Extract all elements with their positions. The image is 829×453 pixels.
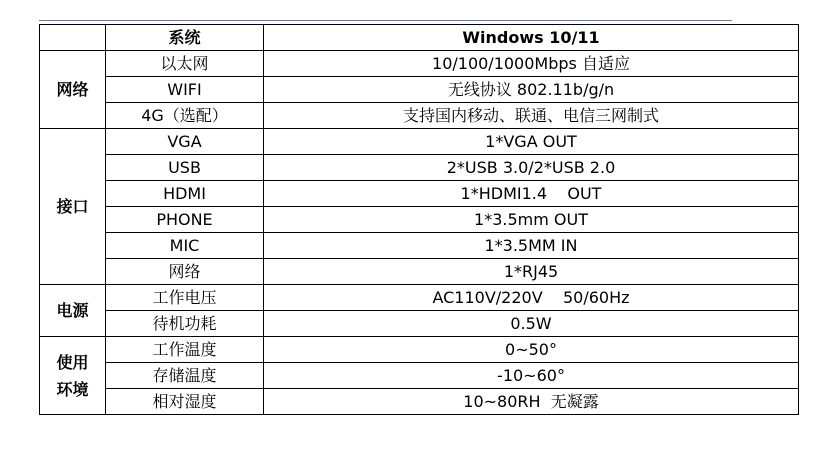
- attribute-cell: HDMI: [106, 181, 264, 207]
- value-cell: 1*RJ45: [264, 259, 799, 285]
- table-header-row: [40, 25, 799, 51]
- table-row: [40, 285, 799, 311]
- value-cell: 无线协议 802.11b/g/n: [264, 77, 799, 103]
- attribute-cell: 4G（选配）: [106, 103, 264, 129]
- value-cell: 0~50°: [264, 337, 799, 363]
- attribute-cell: 工作电压: [106, 285, 264, 311]
- value-cell: 1*VGA OUT: [264, 129, 799, 155]
- attribute-cell: 存储温度: [106, 363, 264, 389]
- table-row: [40, 51, 799, 77]
- table-row: [40, 337, 799, 363]
- category-environment: [40, 337, 106, 415]
- table-row: [40, 233, 799, 259]
- value-cell: 10~80RH 无凝露: [264, 389, 799, 415]
- category-label: 接口: [56, 197, 89, 216]
- attribute-cell: MIC: [106, 233, 264, 259]
- category-label-line1: 使用: [56, 352, 89, 372]
- value-cell: 支持国内移动、联通、电信三网制式: [264, 103, 799, 129]
- category-label: 电源: [56, 301, 89, 320]
- table-row: [40, 311, 799, 337]
- table-row: [40, 129, 799, 155]
- attribute-cell: PHONE: [106, 207, 264, 233]
- header-value-cell: Windows 10/11: [264, 25, 799, 51]
- spec-table: [39, 24, 799, 415]
- attribute-cell: 待机功耗: [106, 311, 264, 337]
- table-row: [40, 363, 799, 389]
- attribute-cell: 相对湿度: [106, 389, 264, 415]
- table-row: [40, 103, 799, 129]
- value-cell: AC110V/220V 50/60Hz: [264, 285, 799, 311]
- category-interface: [40, 129, 106, 285]
- value-cell: 2*USB 3.0/2*USB 2.0: [264, 155, 799, 181]
- table-row: [40, 259, 799, 285]
- value-cell: 0.5W: [264, 311, 799, 337]
- attribute-cell: USB: [106, 155, 264, 181]
- attribute-cell: 以太网: [106, 51, 264, 77]
- table-row: [40, 389, 799, 415]
- top-rule: [39, 20, 732, 21]
- attribute-cell: WIFI: [106, 77, 264, 103]
- header-attribute-cell: 系统: [106, 25, 264, 51]
- category-label: 网络: [56, 80, 89, 99]
- category-label-line2: 环境: [56, 379, 89, 399]
- value-cell: 1*HDMI1.4 OUT: [264, 181, 799, 207]
- attribute-cell: 工作温度: [106, 337, 264, 363]
- table-row: [40, 77, 799, 103]
- table-row: [40, 155, 799, 181]
- table-row: [40, 181, 799, 207]
- attribute-cell: VGA: [106, 129, 264, 155]
- category-power: [40, 285, 106, 337]
- table-row: [40, 207, 799, 233]
- category-network: [40, 51, 106, 129]
- value-cell: 1*3.5MM IN: [264, 233, 799, 259]
- value-cell: 1*3.5mm OUT: [264, 207, 799, 233]
- value-cell: -10~60°: [264, 363, 799, 389]
- attribute-cell: 网络: [106, 259, 264, 285]
- header-category-cell: [40, 25, 106, 51]
- value-cell: 10/100/1000Mbps 自适应: [264, 51, 799, 77]
